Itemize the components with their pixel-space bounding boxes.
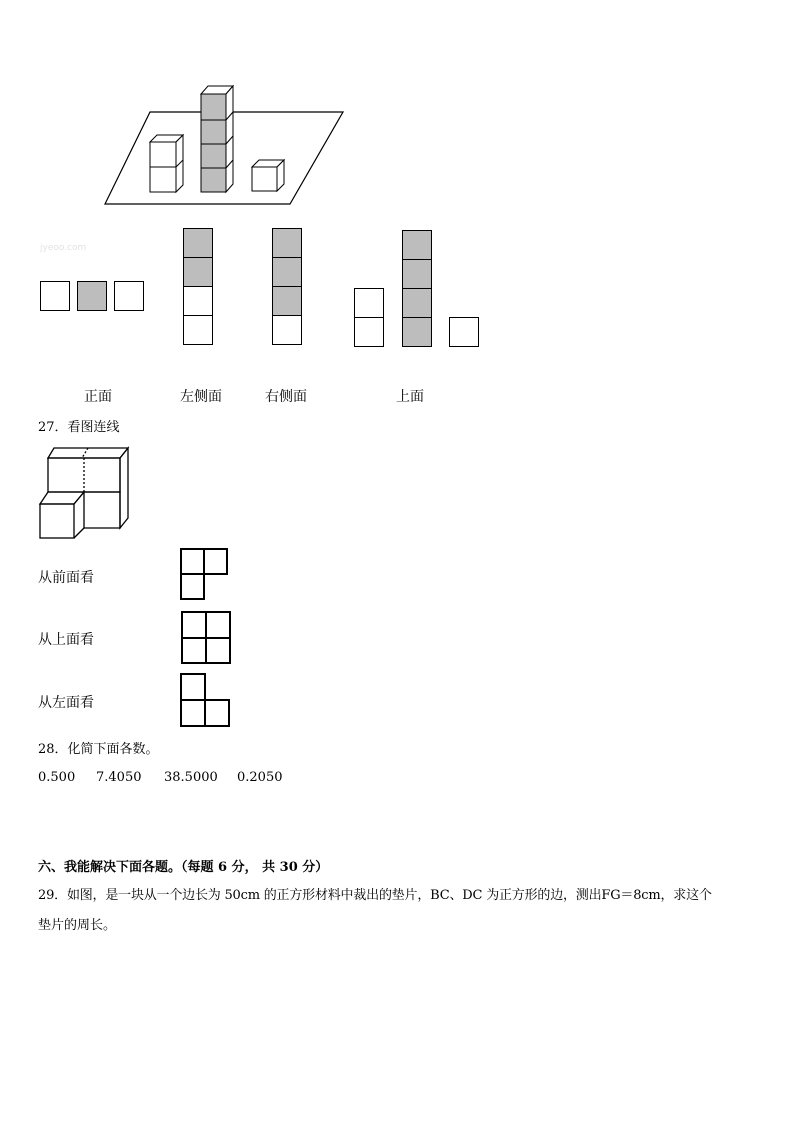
q27-view-top-label: 从上面看 [38,632,94,648]
q27-shape-b [180,610,232,666]
label-front: 正面 [84,389,112,405]
watermark-text: jyeoo.com [40,243,87,253]
label-right-side: 右侧面 [265,389,307,405]
label-left-side: 左侧面 [180,389,222,405]
question-29-line2: 垫片的周长。 [38,918,117,933]
q27-view-left-label: 从左面看 [38,695,94,711]
q27-shape-a [180,548,230,602]
question-28-title: 28．化简下面各数。 [38,742,159,757]
q28-number: 7.4050 [96,770,142,785]
q28-number: 38.5000 [164,770,218,785]
q27-shape-c [180,673,232,729]
question-29-line1: 29．如图，是一块从一个边长为 50cm 的正方形材料中裁出的垫片，BC、DC 为正方形的边，测出FG＝8cm，求这个 [38,888,712,903]
q28-number: 0.2050 [237,770,283,785]
question-27-title: 27．看图连线 [38,420,120,435]
cube-solid-figure [38,444,134,540]
cubes-on-plane-figure [100,80,350,210]
section-6-heading: 六、我能解决下面各题。（每题 6 分， 共 30 分） [38,860,329,875]
label-top: 上面 [396,389,424,405]
q28-number: 0.500 [38,770,76,785]
q27-view-front-label: 从前面看 [38,570,94,586]
